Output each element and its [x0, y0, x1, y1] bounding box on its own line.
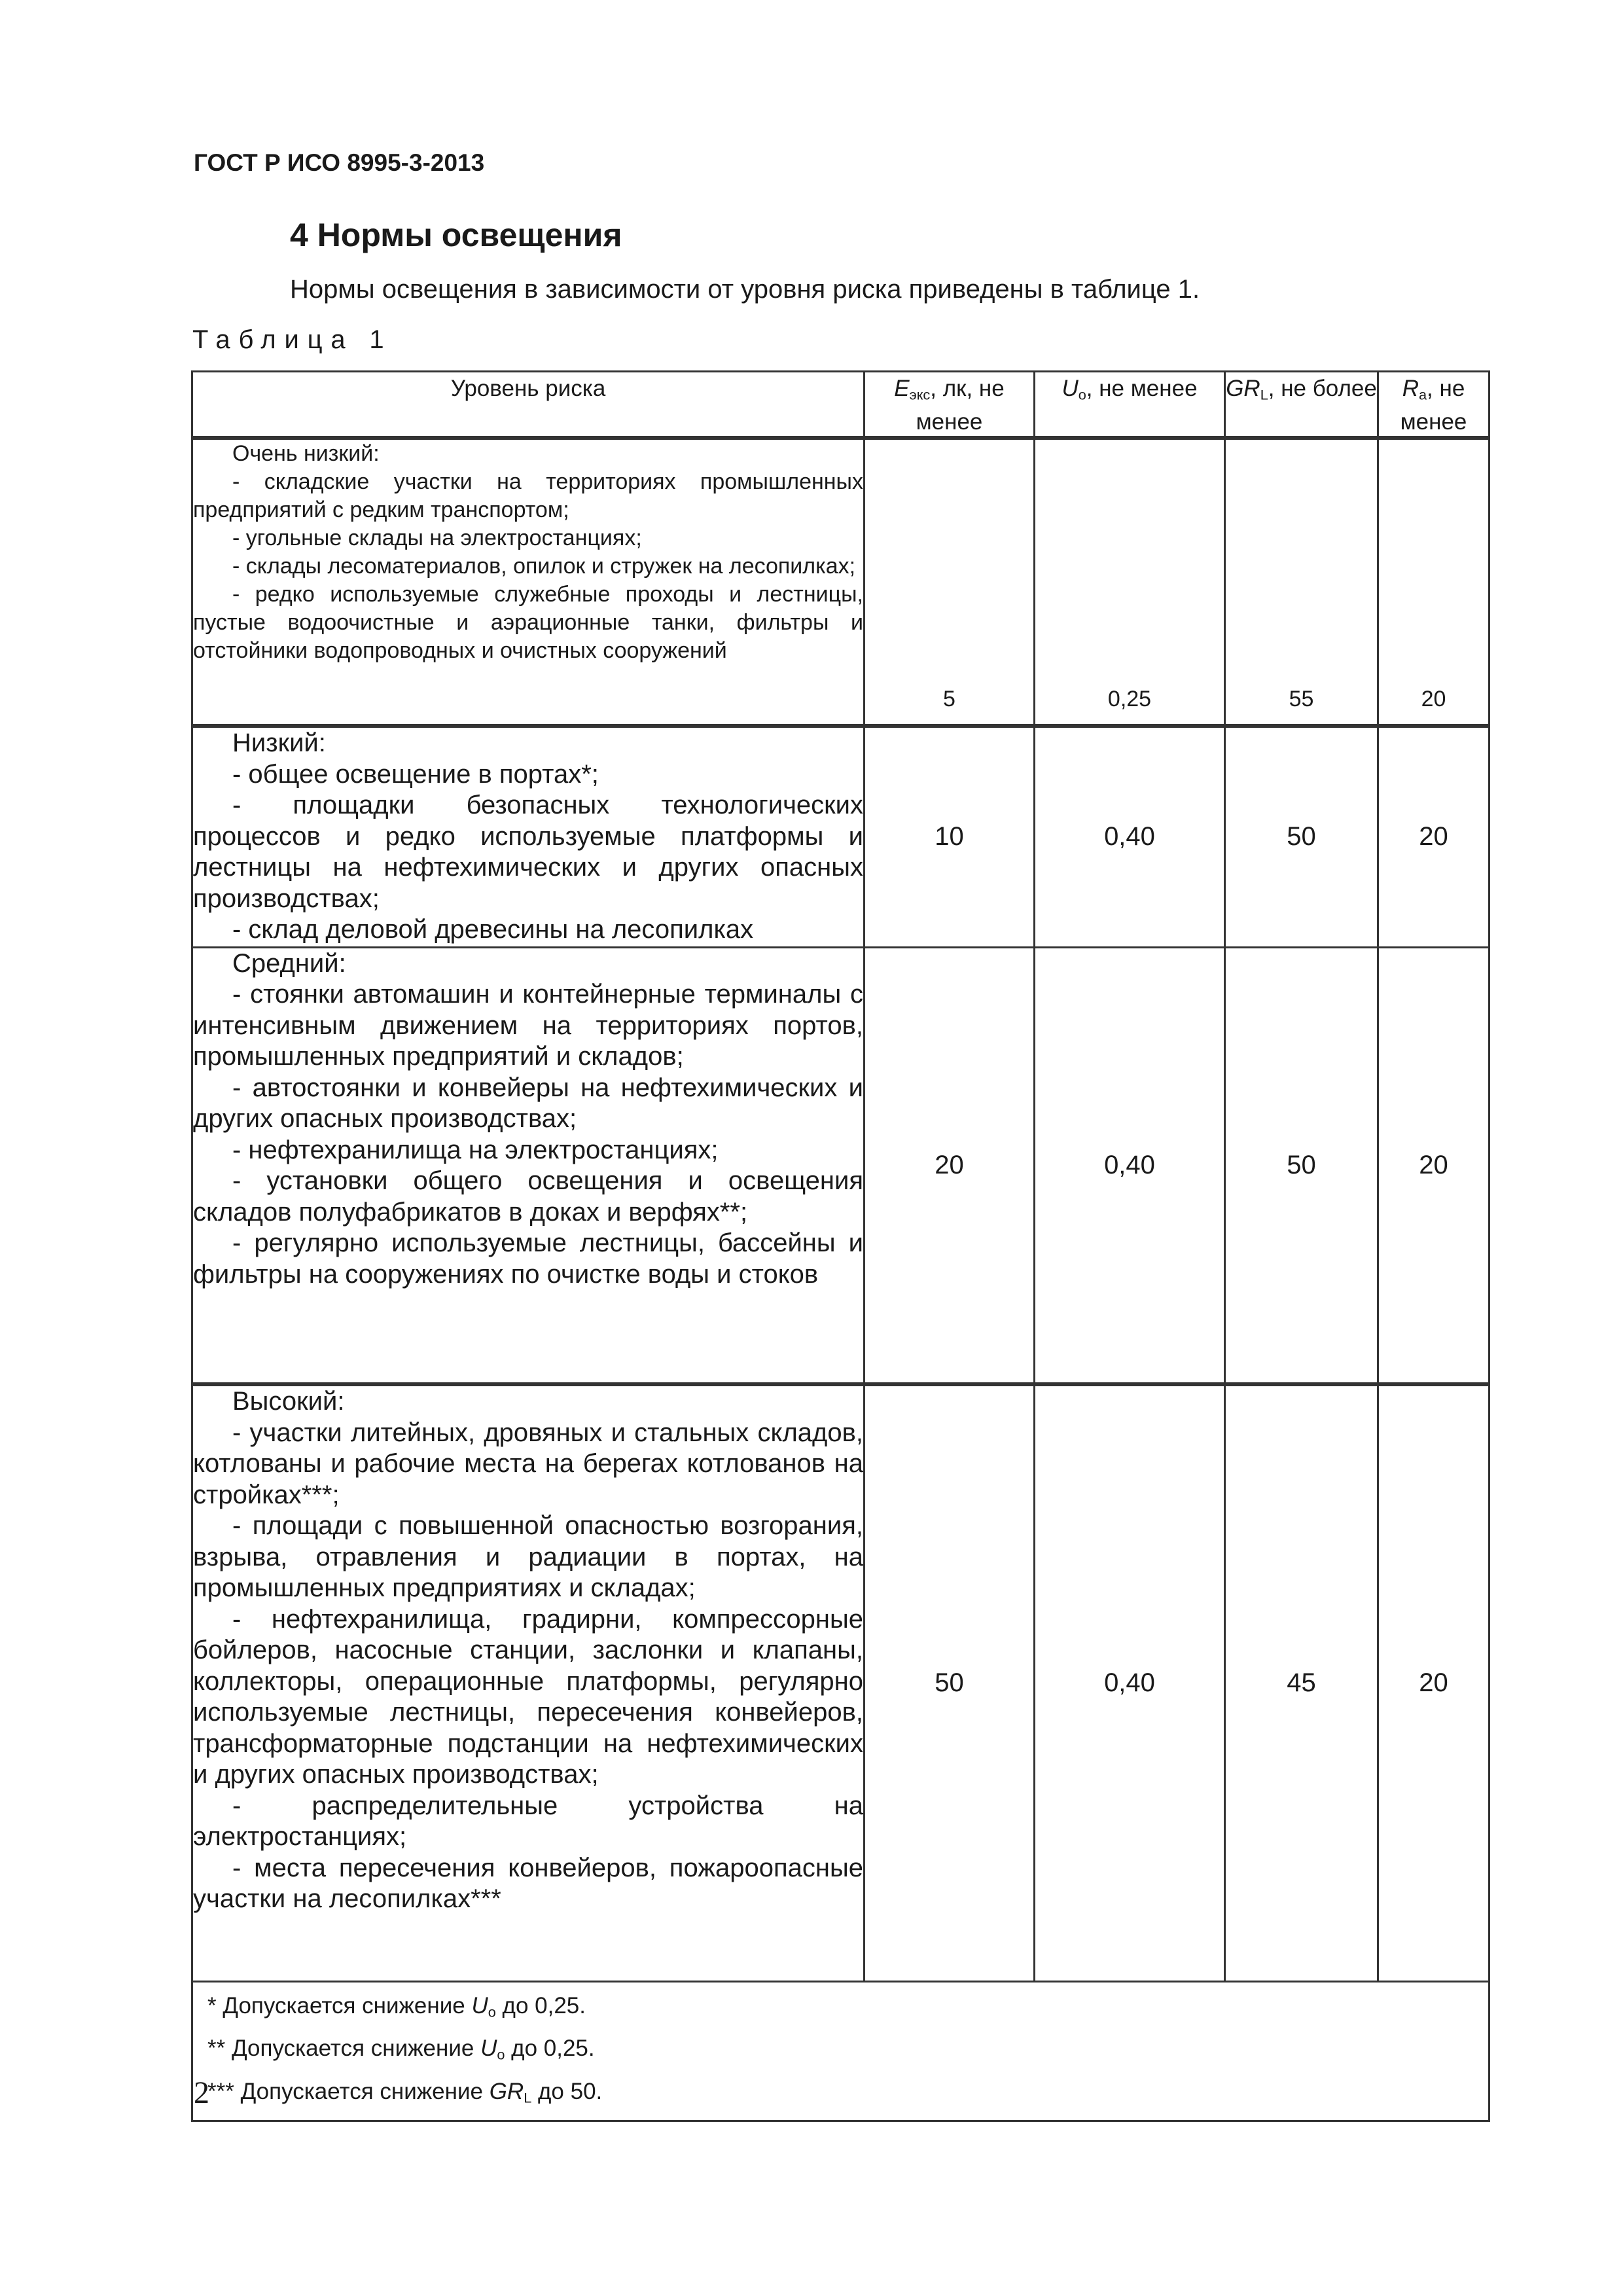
table-row-very-low — [192, 438, 1489, 726]
risk-item: - площади с повышенной опасностью возгорания, взрыва, отравления и радиации в портах, на промышленных предприятиях и складах; — [193, 1511, 863, 1603]
glare-rating-value: 55 — [1225, 438, 1378, 726]
risk-level-title: Средний: — [232, 948, 346, 978]
note-symbol: U — [480, 2036, 497, 2062]
risk-item: - места пересечения конвейеров, пожароопасные участки на лесопилках*** — [193, 1853, 863, 1914]
header-e-symbol: E — [894, 376, 910, 401]
note-symbol: U — [471, 1992, 488, 2018]
risk-item: - регулярно используемые лестницы, бассейны и фильтры на сооружениях по очистке воды и стоков — [193, 1229, 863, 1289]
note-text: до 0,25. — [495, 1992, 586, 2018]
risk-level-title: Очень низкий: — [232, 441, 380, 467]
header-risk-level: Уровень риска — [192, 372, 865, 439]
intro-paragraph: Нормы освещения в зависимости от уровня риска приведены в таблице 1. — [290, 275, 1200, 304]
uniformity-value: 0,40 — [1035, 726, 1225, 947]
risk-item: - угольные склады на электростанциях; — [232, 526, 642, 551]
color-rendering-value: 20 — [1378, 947, 1489, 1384]
risk-cell — [192, 726, 865, 947]
note-subscript: L — [524, 2089, 532, 2106]
risk-level-title: Высокий: — [232, 1387, 345, 1416]
lighting-norms-table — [191, 370, 1490, 2122]
table-header-row — [192, 372, 1489, 439]
note-text: до 50. — [531, 2078, 603, 2104]
header-ra-symbol: R — [1402, 376, 1419, 401]
header-ra-text: , не менее — [1400, 376, 1467, 435]
glare-rating-value: 50 — [1225, 947, 1378, 1384]
risk-item: - установки общего освещения и освещения складов полуфабрикатов в доках и верфях**; — [193, 1166, 863, 1227]
table-row-medium — [192, 947, 1489, 1384]
risk-item: - автостоянки и конвейеры на нефтехимических и других опасных производствах; — [193, 1073, 863, 1134]
risk-item: - общее освещение в портах*; — [232, 759, 599, 789]
note-symbol: GR — [489, 2078, 524, 2104]
page-number: 2 — [194, 2075, 209, 2110]
section-heading: 4 Нормы освещения — [290, 217, 622, 253]
illuminance-value: 50 — [865, 1384, 1035, 1981]
risk-item: - участки литейных, дровяных и стальных складов, котлованы и рабочие места на берегах котлованов на стройках***; — [193, 1418, 863, 1509]
table-note — [207, 2073, 1488, 2116]
risk-item: - складские участки на территориях промышленных предприятий с редким транспортом; — [193, 469, 863, 523]
header-glare-rating — [1225, 372, 1378, 439]
note-text: *** Допускается снижение — [207, 2078, 490, 2104]
header-gr-subscript: L — [1260, 386, 1268, 403]
header-e-subscript: экс — [909, 386, 931, 403]
risk-item: - склад деловой древесины на лесопилках — [232, 915, 754, 944]
table-row-low — [192, 726, 1489, 947]
risk-item: - нефтехранилища на электростанциях; — [232, 1135, 719, 1164]
header-gr-text: , не более — [1268, 376, 1377, 401]
table-row-high — [192, 1384, 1489, 1981]
header-ra-subscript: a — [1418, 386, 1427, 403]
table-notes — [192, 1981, 1489, 2121]
header-uniformity — [1035, 372, 1225, 439]
table-notes-row — [192, 1981, 1489, 2121]
risk-item: - распределительные устройства на электростанциях; — [193, 1791, 863, 1852]
note-text: ** Допускается снижение — [207, 2036, 481, 2062]
risk-cell — [192, 438, 865, 726]
risk-item: - редко используемые служебные проходы и лестницы, пустые водоочистные и аэрационные танки, фильтры и отстойники водопроводных и очистных сооружений — [193, 582, 863, 664]
illuminance-value: 10 — [865, 726, 1035, 947]
risk-cell — [192, 1384, 865, 1981]
header-e-text: , лк, не менее — [916, 376, 1005, 435]
color-rendering-value: 20 — [1378, 726, 1489, 947]
glare-rating-value: 50 — [1225, 726, 1378, 947]
note-text: * Допускается снижение — [207, 1992, 472, 2018]
note-subscript: о — [497, 2046, 505, 2063]
header-u-subscript: о — [1078, 386, 1086, 403]
risk-level-title: Низкий: — [232, 728, 326, 758]
table-caption: Таблица 1 — [192, 325, 393, 354]
color-rendering-value: 20 — [1378, 438, 1489, 726]
header-illuminance — [865, 372, 1035, 439]
document-header: ГОСТ Р ИСО 8995-3-2013 — [194, 149, 485, 176]
header-color-rendering — [1378, 372, 1489, 439]
risk-item: - нефтехранилища, градирни, компрессорные бойлеров, насосные станции, заслонки и клапаны, коллекторы, операционные платформы, регулярно используемые лестницы, пересечения конвейеров, трансформаторные подстанции на нефтехимических и других опасных производствах; — [193, 1604, 863, 1789]
header-u-symbol: U — [1061, 376, 1079, 401]
illuminance-value: 5 — [865, 438, 1035, 726]
uniformity-value: 0,25 — [1035, 438, 1225, 726]
table-note — [207, 1988, 1488, 2030]
table-note — [207, 2030, 1488, 2073]
illuminance-value: 20 — [865, 947, 1035, 1384]
glare-rating-value: 45 — [1225, 1384, 1378, 1981]
risk-cell — [192, 947, 865, 1384]
risk-item: - площадки безопасных технологических процессов и редко используемые платформы и лестницы на нефтехимических и других опасных производствах; — [193, 791, 863, 913]
note-subscript: о — [488, 2003, 496, 2020]
risk-item: - стоянки автомашин и контейнерные терминалы с интенсивным движением на территориях портов, промышленных предприятий и складов; — [193, 980, 863, 1071]
uniformity-value: 0,40 — [1035, 947, 1225, 1384]
uniformity-value: 0,40 — [1035, 1384, 1225, 1981]
color-rendering-value: 20 — [1378, 1384, 1489, 1981]
note-text: до 0,25. — [505, 2036, 595, 2062]
risk-item: - склады лесоматериалов, опилок и стружек на лесопилках; — [232, 554, 856, 579]
header-gr-symbol: GR — [1226, 376, 1260, 401]
header-u-text: , не менее — [1086, 376, 1198, 401]
